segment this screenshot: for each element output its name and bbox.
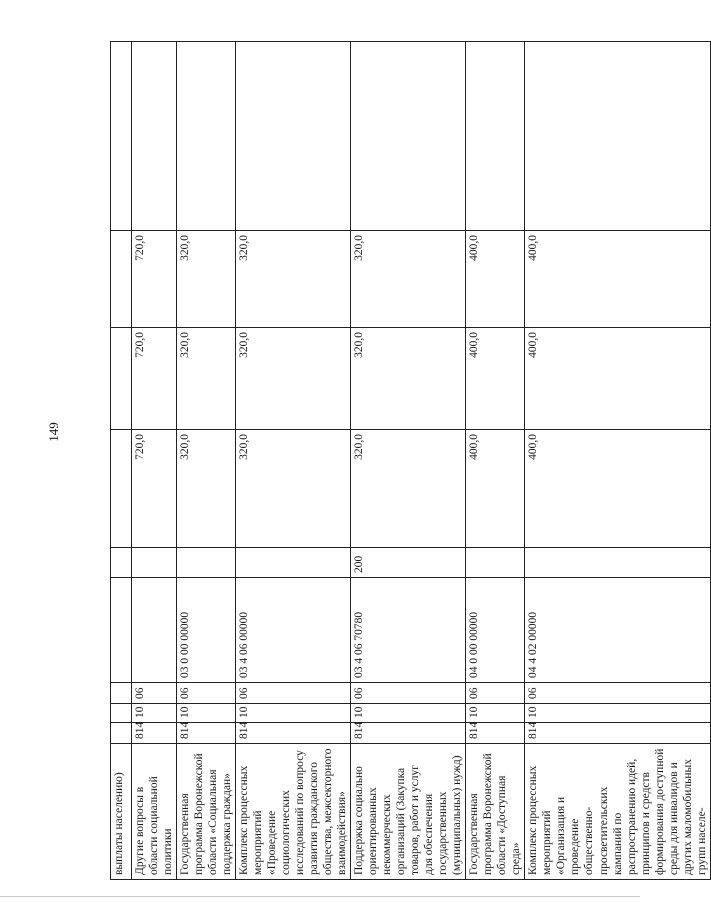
budget-table — [110, 41, 711, 880]
value-cell: 320,0 — [351, 328, 466, 430]
row-name-cell: выплаты населению) — [111, 744, 132, 880]
csr-cell: 03 4 06 70780 — [351, 578, 466, 683]
table-row — [525, 42, 710, 880]
empty-cell — [525, 42, 710, 231]
gr-cell — [111, 723, 132, 744]
rz-cell: 10 — [236, 704, 351, 723]
value-cell: 320,0 — [351, 430, 466, 548]
value-cell: 400,0 — [466, 231, 525, 328]
value-cell: 400,0 — [525, 430, 710, 548]
value-cell — [111, 328, 132, 430]
pr-cell: 06 — [132, 683, 177, 704]
vr-cell — [236, 548, 351, 578]
rz-cell: 10 — [466, 704, 525, 723]
value-cell: 320,0 — [177, 430, 236, 548]
row-name-cell: Государственная программа Воронежской области «Доступная среда» — [466, 744, 525, 880]
value-cell: 400,0 — [466, 328, 525, 430]
scan-edge-line — [0, 896, 640, 897]
vr-cell — [525, 548, 710, 578]
gr-cell: 814 — [132, 723, 177, 744]
value-cell: 720,0 — [132, 328, 177, 430]
table-row — [177, 42, 236, 880]
budget-table-rotated — [110, 42, 708, 880]
table-row — [466, 42, 525, 880]
row-name-cell: Комплекс процессных мероприятий «Проведение социологических исследований по вопросу развития гражданского общества, межсекторного взаимодействия» — [236, 744, 351, 880]
pr-cell: 06 — [236, 683, 351, 704]
pr-cell: 06 — [351, 683, 466, 704]
row-name-cell: Другие вопросы в области социальной политики — [132, 744, 177, 880]
empty-cell — [132, 42, 177, 231]
rz-cell: 10 — [177, 704, 236, 723]
value-cell: 320,0 — [236, 430, 351, 548]
page-number: 149 — [46, 422, 61, 442]
table-row — [351, 42, 466, 880]
empty-cell — [177, 42, 236, 231]
table-row — [236, 42, 351, 880]
value-cell: 400,0 — [466, 430, 525, 548]
gr-cell: 814 — [351, 723, 466, 744]
row-name-cell: Поддержка социально ориентированных некоммерческих организаций (Закупка товаров, работ и услуг для обеспечения государственных (муниципальных) нужд) — [351, 744, 466, 880]
gr-cell: 814 — [177, 723, 236, 744]
value-cell: 320,0 — [236, 231, 351, 328]
value-cell: 320,0 — [177, 231, 236, 328]
vr-cell: 200 — [351, 548, 466, 578]
vr-cell — [132, 548, 177, 578]
value-cell — [111, 430, 132, 548]
empty-cell — [111, 42, 132, 231]
rz-cell — [111, 704, 132, 723]
gr-cell: 814 — [466, 723, 525, 744]
csr-cell — [132, 578, 177, 683]
vr-cell — [111, 548, 132, 578]
table-row — [111, 42, 132, 880]
row-name-cell: Государственная программа Воронежской области «Социальная поддержка граждан» — [177, 744, 236, 880]
empty-cell — [466, 42, 525, 231]
empty-cell — [351, 42, 466, 231]
vr-cell — [466, 548, 525, 578]
vr-cell — [177, 548, 236, 578]
rz-cell: 10 — [132, 704, 177, 723]
value-cell: 720,0 — [132, 231, 177, 328]
csr-cell: 03 0 00 00000 — [177, 578, 236, 683]
value-cell: 720,0 — [132, 430, 177, 548]
rz-cell: 10 — [351, 704, 466, 723]
rz-cell: 10 — [525, 704, 710, 723]
table-row — [132, 42, 177, 880]
value-cell: 320,0 — [351, 231, 466, 328]
value-cell — [111, 231, 132, 328]
pr-cell — [111, 683, 132, 704]
pr-cell: 06 — [177, 683, 236, 704]
row-name-cell: Комплекс процессных мероприятий «Организация и проведение общественно-просветительских кампаний по распространению идей, принципов и средств формирования доступной среды для инвалидов и других маломобильных групп населе- — [525, 744, 710, 880]
value-cell: 320,0 — [177, 328, 236, 430]
csr-cell: 04 4 02 00000 — [525, 578, 710, 683]
value-cell: 400,0 — [525, 328, 710, 430]
pr-cell: 06 — [466, 683, 525, 704]
csr-cell — [111, 578, 132, 683]
value-cell: 400,0 — [525, 231, 710, 328]
csr-cell: 04 0 00 00000 — [466, 578, 525, 683]
gr-cell: 814 — [525, 723, 710, 744]
pr-cell: 06 — [525, 683, 710, 704]
empty-cell — [236, 42, 351, 231]
csr-cell: 03 4 06 00000 — [236, 578, 351, 683]
gr-cell: 814 — [236, 723, 351, 744]
value-cell: 320,0 — [236, 328, 351, 430]
